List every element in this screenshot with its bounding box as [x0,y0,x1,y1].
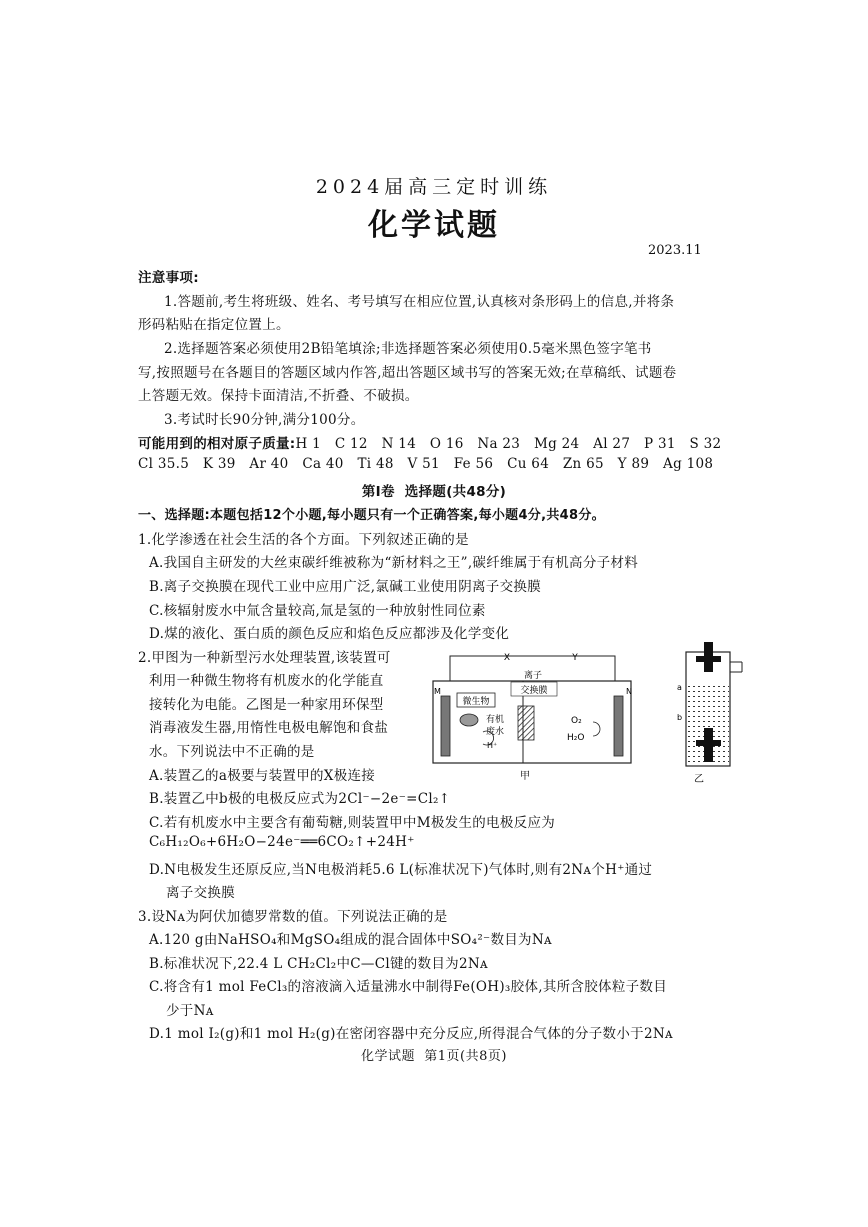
notice-line: 上答题无效。保持卡面清洁,不折叠、不破损。 [138,388,419,404]
figure-caption: 甲 [520,771,530,782]
electrode-b-label: b [677,713,683,722]
figure-caption: 乙 [694,774,704,785]
hydrogen-ion-label: H⁺ [487,741,498,750]
option-c: C.若有机废水中主要含有葡萄糖,则装置甲中M极发生的电极反应为 [149,815,556,831]
question-stem: 1.化学渗透在社会生活的各个方面。下列叙述正确的是 [138,532,469,548]
question-stem: 2.甲图为一种新型污水处理装置,该装置可 [138,650,391,666]
notice-line: 2.选择题答案必须使用2B铅笔填涂;非选择题答案必须使用0.5毫米黑色签字笔书 [164,341,652,357]
terminal-y-label: Y [572,653,578,663]
notice-line: 1.答题前,考生将班级、姓名、考号填写在相应位置,认真核对条形码上的信息,并将条 [164,294,675,310]
option-c: C.核辐射废水中氚含量较高,氚是氢的一种放射性同位素 [149,603,486,619]
atomic-mass-line [138,432,721,452]
section-title: 第Ⅰ卷 选择题(共48分) [361,484,507,500]
option-a: A.120 g由NaHSO₄和MgSO₄组成的混合固体中SO₄²⁻数目为Nᴀ [149,932,552,948]
notice-heading: 注意事项: [138,270,199,286]
option-c-equation: C₆H₁₂O₆+6H₂O−24e⁻══6CO₂↑+24H⁺ [149,834,415,850]
oxygen-label: O₂ [571,716,582,726]
figure-jia [425,644,655,784]
option-d: D.煤的液化、蛋白质的颜色反应和焰色反应都涉及化学变化 [149,626,510,642]
water-label: H₂O [567,733,585,743]
question-stem: 利用一种微生物将有机废水的化学能直 [149,673,384,689]
option-c: C.将含有1 mol FeCl₃的溶液滴入适量沸水中制得Fe(OH)₃胶体,其所含胶体粒子数目 [149,979,668,995]
option-a: A.装置乙的a极要与装置甲的X极连接 [149,768,376,784]
membrane-label: 交换膜 [520,686,548,696]
organic-waste-label: 有机 [485,715,505,725]
option-d: D.N电极发生还原反应,当N电极消耗5.6 L(标准状况下)气体时,则有2Nᴀ个H⁺通过 [149,862,653,878]
option-b: B.标准状况下,22.4 L CH₂Cl₂中C—Cl键的数目为2Nᴀ [149,956,488,972]
atomic-mass-values: Cl 35.5 K 39 Ar 40 Ca 40 Ti 48 V 51 Fe 56 Cu 64 Zn 65 Y 89 Ag 108 [138,456,714,472]
microbe-label: 微生物 [462,697,490,707]
notice-line: 写,按照题号在各题目的答题区域内作答,超出答题区域书写的答案无效;在草稿纸、试题卷 [138,365,677,381]
option-b: B.离子交换膜在现代工业中应用广泛,氯碱工业使用阴离子交换膜 [149,579,542,595]
option-a: A.我国自主研发的大丝束碳纤维被称为“新材料之王”,碳纤维属于有机高分子材料 [149,555,639,571]
membrane-label: 离子 [523,671,543,681]
electrode-n-label: N [626,687,632,696]
atomic-mass-values: H 1 C 12 N 14 O 16 Na 23 Mg 24 Al 27 P 31 S 32 [295,436,722,452]
exam-date: 2023.11 [648,243,702,258]
organic-waste-label: 废水 [485,727,505,737]
electrode-a-label: a [677,683,682,692]
question-stem: 3.设Nᴀ为阿伏加德罗常数的值。下列说法正确的是 [138,909,448,925]
exam-series-title: 2024届高三定时训练 [315,176,553,198]
question-stem: 水。下列说法中不正确的是 [149,744,315,760]
option-d: D.1 mol I₂(g)和1 mol H₂(g)在密闭容器中充分反应,所得混合气体的分子数小于2Nᴀ [149,1026,673,1042]
page-footer: 化学试题 第1页(共8页) [361,1049,507,1064]
section-instructions: 一、选择题:本题包括12个小题,每小题只有一个正确答案,每小题4分,共48分。 [138,508,605,523]
electrode-m-label: M [434,687,441,696]
terminal-x-label: X [503,653,511,663]
question-stem: 消毒液发生器,用惰性电极电解饱和食盐 [149,720,389,736]
atomic-mass-label: 可能用到的相对原子质量: [138,436,296,452]
question-stem: 接转化为电能。乙图是一种家用环保型 [149,697,384,713]
notice-line: 形码粘贴在指定位置上。 [138,317,290,333]
option-b: B.装置乙中b极的电极反应式为2Cl⁻−2e⁻=Cl₂↑ [149,791,451,807]
figure-yi [672,640,752,788]
option-d: 离子交换膜 [166,885,235,901]
option-c: 少于Nᴀ [166,1003,214,1019]
page-title: 化学试题 [368,208,500,243]
notice-line: 3.考试时长90分钟,满分100分。 [164,412,365,428]
